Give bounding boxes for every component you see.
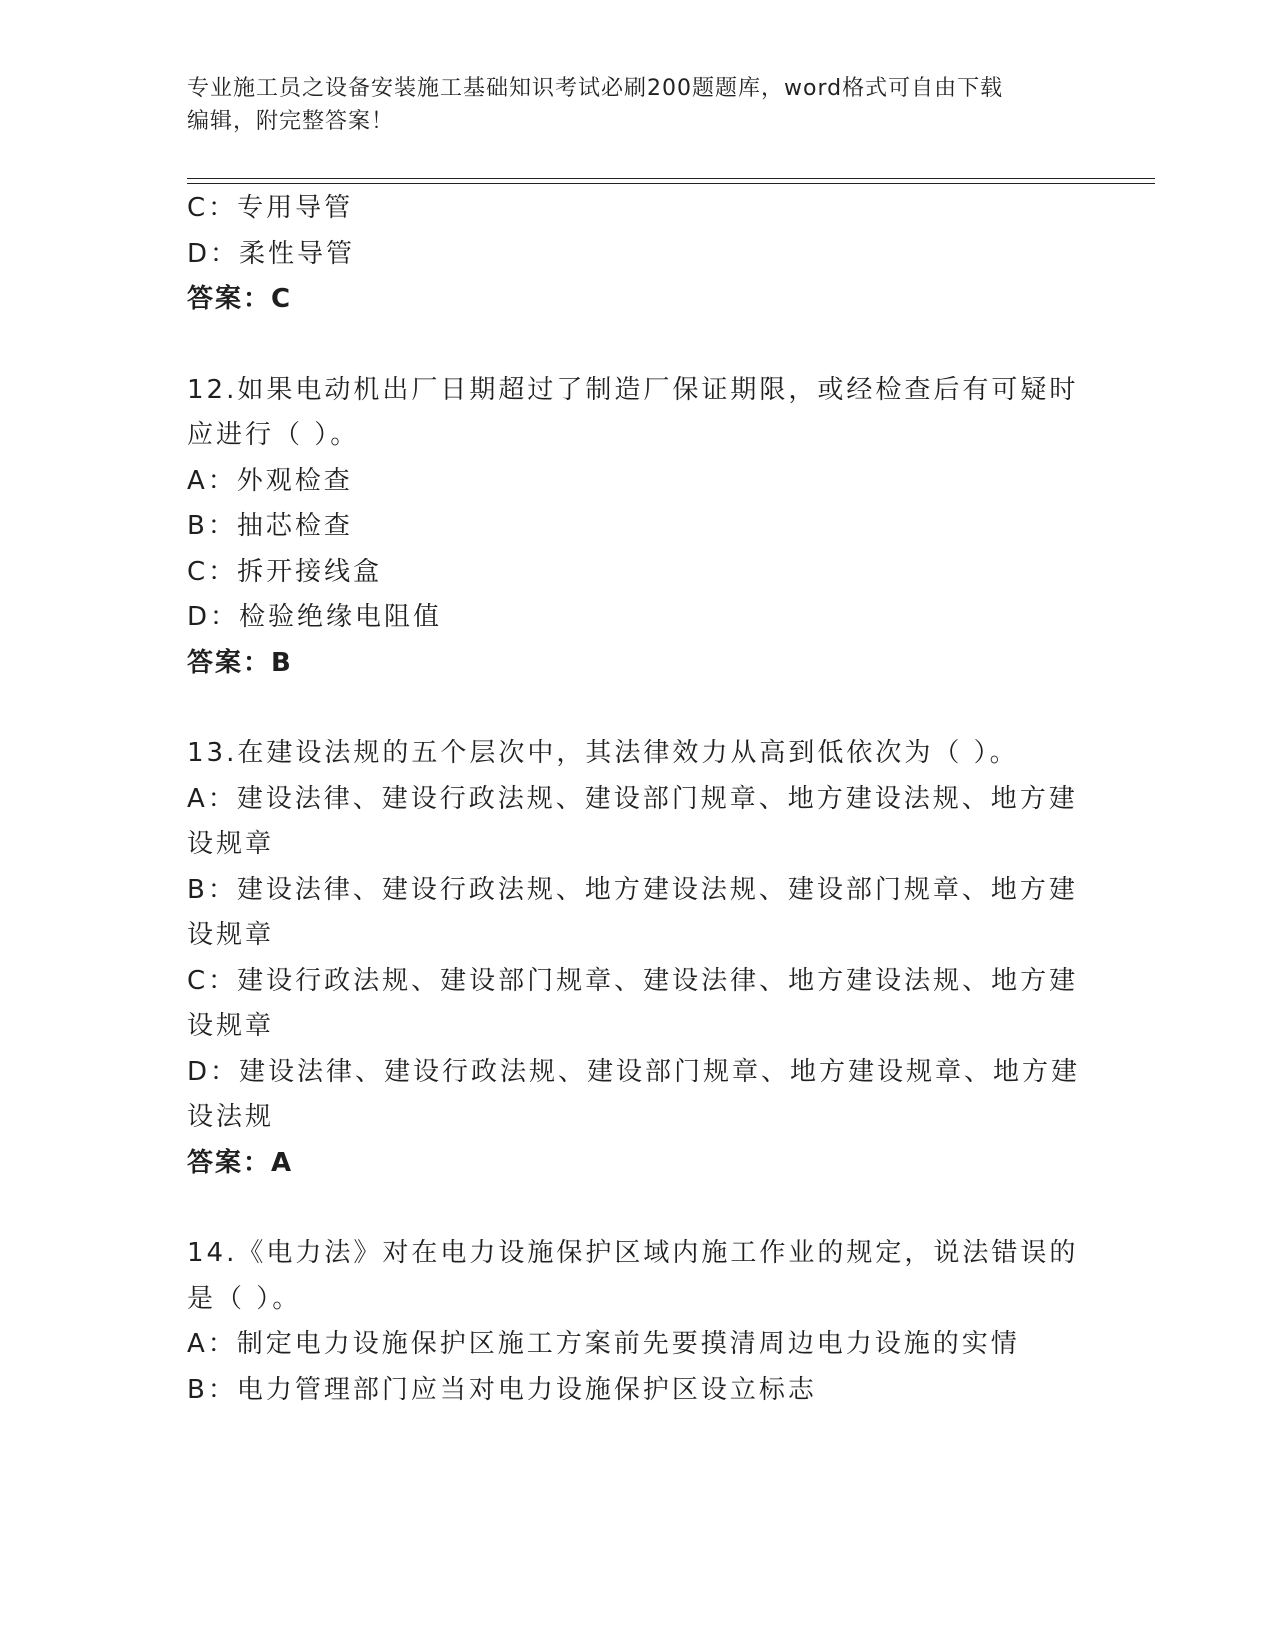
q12-question-line-1: 12.如果电动机出厂日期超过了制造厂保证期限，或经检查后有可疑时 bbox=[187, 374, 1079, 405]
q13-option-b-line-1: B：建设法律、建设行政法规、地方建设法规、建设部门规章、地方建 bbox=[187, 874, 1078, 905]
q12-question-line-2: 应进行（ ）。 bbox=[187, 420, 360, 450]
question-12 bbox=[187, 368, 1087, 687]
header-divider-top bbox=[187, 178, 1155, 179]
question-13 bbox=[187, 731, 1087, 1186]
q11-option-c: C：专用导管 bbox=[187, 193, 354, 223]
q14-option-b: B：电力管理部门应当对电力设施保护区设立标志 bbox=[187, 1374, 817, 1405]
spacer bbox=[187, 323, 1087, 368]
question-14 bbox=[187, 1231, 1087, 1413]
q12-option-c: C：拆开接线盒 bbox=[187, 556, 383, 587]
q12-option-d: D：检验绝缘电阻值 bbox=[187, 602, 443, 632]
q12-answer: 答案：B bbox=[187, 647, 293, 678]
q13-answer: 答案：A bbox=[187, 1147, 294, 1178]
q12-option-a: A：外观检查 bbox=[187, 465, 353, 496]
q14-question-line-1: 14.《电力法》对在电力设施保护区域内施工作业的规定，说法错误的 bbox=[187, 1238, 1079, 1268]
q13-option-a-line-1: A：建设法律、建设行政法规、建设部门规章、地方建设法规、地方建 bbox=[187, 783, 1078, 814]
q13-option-c-line-1: C：建设行政法规、建设部门规章、建设法律、地方建设法规、地方建 bbox=[187, 965, 1079, 996]
q13-option-c-line-2: 设规章 bbox=[187, 1011, 275, 1041]
q13-option-d-line-1: D：建设法律、建设行政法规、建设部门规章、地方建设规章、地方建 bbox=[187, 1056, 1081, 1087]
header-divider-bottom bbox=[187, 183, 1155, 184]
q11-answer: 答案：C bbox=[187, 284, 293, 314]
header-title-line-1: 专业施工员之设备安装施工基础知识考试必刷200题题库，word格式可自由下载 bbox=[187, 76, 1004, 101]
q13-option-b-line-2: 设规章 bbox=[187, 920, 275, 950]
spacer bbox=[187, 1186, 1087, 1231]
document-header bbox=[187, 72, 1067, 138]
spacer bbox=[187, 686, 1087, 731]
q11-option-d: D：柔性导管 bbox=[187, 238, 356, 269]
question-list bbox=[187, 186, 1087, 1413]
q14-question-line-2: 是（ ）。 bbox=[187, 1283, 302, 1314]
q14-option-a: A：制定电力设施保护区施工方案前先要摸清周边电力设施的实情 bbox=[187, 1329, 1020, 1359]
header-title-line-2: 编辑，附完整答案！ bbox=[187, 109, 395, 134]
question-11 bbox=[187, 186, 1087, 323]
q12-option-b: B：抽芯检查 bbox=[187, 511, 353, 541]
q13-option-a-line-2: 设规章 bbox=[187, 829, 275, 859]
q13-question-line-1: 13.在建设法规的五个层次中，其法律效力从高到低依次为（ ）。 bbox=[187, 738, 1019, 768]
q13-option-d-line-2: 设法规 bbox=[187, 1102, 275, 1132]
